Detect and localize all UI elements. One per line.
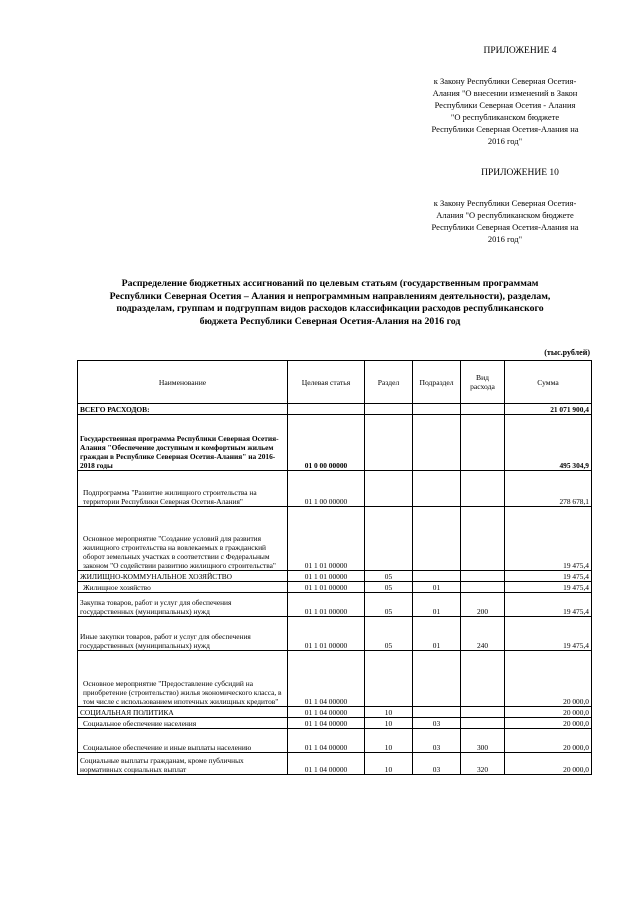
title-line: Республики Северная Осетия – Алания и непрограммным направлениям деятельности), разделам,	[109, 290, 551, 302]
cell-article	[288, 404, 365, 415]
table-row	[78, 729, 592, 753]
cell-article: 01 1 01 00000	[288, 617, 365, 651]
cell-name: Социальные выплаты гражданам, кроме публичных нормативных социальных выплат	[78, 753, 288, 775]
cell-subsection	[413, 471, 461, 507]
units-label: (тыс.рублей)	[544, 348, 590, 357]
cell-name: Основное мероприятие "Создание условий для развития жилищного строительства на вовлекаемых в гражданский оборот земельных участках в соответствии с Федеральным законом "О содействии развитию жилищного строительства"	[78, 507, 288, 571]
cell-subsection: 01	[413, 582, 461, 593]
cell-section	[365, 507, 413, 571]
cell-expense-type: 320	[461, 753, 505, 775]
table-row	[78, 753, 592, 775]
cell-section: 05	[365, 617, 413, 651]
title-line: Распределение бюджетных ассигнований по целевым статьям (государственным программам	[121, 278, 539, 289]
cell-name: ЖИЛИЩНО-КОММУНАЛЬНОЕ ХОЗЯЙСТВО	[78, 571, 288, 582]
cell-subsection: 03	[413, 718, 461, 729]
table-body	[78, 404, 592, 775]
cell-sum: 20 000,0	[505, 753, 592, 775]
cell-subsection: 03	[413, 753, 461, 775]
cell-sum: 19 475,4	[505, 582, 592, 593]
cell-sum: 19 475,4	[505, 571, 592, 582]
cell-expense-type: 200	[461, 593, 505, 617]
title-line: бюджета Республики Северная Осетия-Алания на 2016 год	[199, 315, 461, 327]
cell-section	[365, 404, 413, 415]
appendix-4-line: 2016 год"	[487, 136, 523, 146]
cell-article: 01 1 01 00000	[288, 582, 365, 593]
cell-subsection	[413, 507, 461, 571]
title-line: подразделам, группам и подгруппам видов расходов классификации расходов республиканского	[116, 303, 544, 314]
cell-name: Закупка товаров, работ и услуг для обеспечения государственных (муниципальных) нужд	[78, 593, 288, 617]
cell-sum: 19 475,4	[505, 593, 592, 617]
cell-subsection: 03	[413, 729, 461, 753]
column-header-expense-type: Вид расхода	[461, 361, 505, 404]
column-header-name: Наименование	[78, 361, 288, 404]
column-header-article: Целевая статья	[288, 361, 365, 404]
cell-article: 01 1 04 00000	[288, 729, 365, 753]
cell-expense-type	[461, 404, 505, 415]
cell-sum: 20 000,0	[505, 707, 592, 718]
appendix-4-reference	[410, 75, 600, 147]
cell-section: 10	[365, 729, 413, 753]
column-header-subsection: Подраздел	[413, 361, 461, 404]
cell-section	[365, 471, 413, 507]
cell-subsection: 01	[413, 593, 461, 617]
cell-section: 10	[365, 707, 413, 718]
table-row	[78, 507, 592, 571]
appendix-4-line: Республики Северная Осетия-Алания на	[431, 124, 579, 134]
cell-name: ВСЕГО РАСХОДОВ:	[78, 404, 288, 415]
cell-article: 01 1 01 00000	[288, 507, 365, 571]
cell-expense-type	[461, 471, 505, 507]
cell-expense-type	[461, 571, 505, 582]
table-row	[78, 707, 592, 718]
appendix-10-line: к Закону Республики Северная Осетия-	[433, 198, 577, 208]
table-header-row	[78, 361, 592, 404]
appendix-4-heading: ПРИЛОЖЕНИЕ 4	[483, 46, 557, 56]
cell-sum: 20 000,0	[505, 718, 592, 729]
cell-name: СОЦИАЛЬНАЯ ПОЛИТИКА	[78, 707, 288, 718]
cell-article: 01 1 04 00000	[288, 718, 365, 729]
appendix-4-line: Алания "О внесении изменений в Закон	[432, 88, 578, 98]
cell-article: 01 0 00 00000	[288, 415, 365, 471]
cell-subsection	[413, 707, 461, 718]
table-row	[78, 582, 592, 593]
cell-article: 01 1 00 00000	[288, 471, 365, 507]
table-row	[78, 593, 592, 617]
cell-expense-type: 240	[461, 617, 505, 651]
cell-article: 01 1 04 00000	[288, 753, 365, 775]
cell-sum: 495 304,9	[505, 415, 592, 471]
appendix-4-line: "О республиканском бюджете	[450, 112, 560, 122]
cell-subsection	[413, 571, 461, 582]
cell-expense-type	[461, 507, 505, 571]
cell-article: 01 1 04 00000	[288, 707, 365, 718]
document-title	[80, 278, 580, 328]
column-header-section: Раздел	[365, 361, 413, 404]
cell-expense-type	[461, 651, 505, 707]
cell-sum: 19 475,4	[505, 617, 592, 651]
cell-name: Социальное обеспечение населения	[78, 718, 288, 729]
table-row	[78, 651, 592, 707]
appendix-10-heading: ПРИЛОЖЕНИЕ 10	[481, 168, 559, 178]
cell-expense-type: 300	[461, 729, 505, 753]
appendix-4-line: Республики Северная Осетия - Алания	[434, 100, 576, 110]
budget-table	[77, 360, 592, 775]
cell-expense-type	[461, 718, 505, 729]
table-row	[78, 404, 592, 415]
cell-article: 01 1 04 00000	[288, 651, 365, 707]
cell-name: Основное мероприятие "Предоставление субсидий на приобретение (строительство) жилья экономического класса, в том числе с использованием ипотечных жилищных кредитов"	[78, 651, 288, 707]
cell-name: Государственная программа Республики Северная Осетия-Алания "Обеспечение доступным и комфортным жильем граждан в Республике Северная Осетия-Алания" на 2016-2018 годы	[78, 415, 288, 471]
cell-section: 10	[365, 718, 413, 729]
table-row	[78, 471, 592, 507]
cell-expense-type	[461, 415, 505, 471]
table-row	[78, 718, 592, 729]
cell-section	[365, 651, 413, 707]
cell-subsection	[413, 404, 461, 415]
cell-section: 10	[365, 753, 413, 775]
cell-subsection	[413, 415, 461, 471]
cell-expense-type	[461, 707, 505, 718]
cell-name: Иные закупки товаров, работ и услуг для обеспечения государственных (муниципальных) нужд	[78, 617, 288, 651]
cell-expense-type	[461, 582, 505, 593]
appendix-10-line: 2016 год"	[487, 234, 523, 244]
cell-article: 01 1 01 00000	[288, 571, 365, 582]
cell-sum: 21 071 900,4	[505, 404, 592, 415]
cell-sum: 278 678,1	[505, 471, 592, 507]
cell-subsection: 01	[413, 617, 461, 651]
cell-name: Социальное обеспечение и иные выплаты населению	[78, 729, 288, 753]
table-row	[78, 617, 592, 651]
column-header-sum: Сумма	[505, 361, 592, 404]
table-row	[78, 571, 592, 582]
cell-sum: 20 000,0	[505, 651, 592, 707]
appendix-10-line: Республики Северная Осетия-Алания на	[431, 222, 579, 232]
cell-section: 05	[365, 593, 413, 617]
cell-section: 05	[365, 571, 413, 582]
appendix-10-reference	[410, 197, 600, 245]
table-row	[78, 415, 592, 471]
cell-sum: 19 475,4	[505, 507, 592, 571]
appendix-10-line: Алания "О республиканском бюджете	[436, 210, 574, 220]
cell-section: 05	[365, 582, 413, 593]
cell-name: Подпрограмма "Развитие жилищного строительства на территории Республики Северная Осетия-Алания"	[78, 471, 288, 507]
cell-sum: 20 000,0	[505, 729, 592, 753]
appendix-4-line: к Закону Республики Северная Осетия-	[433, 76, 577, 86]
cell-section	[365, 415, 413, 471]
cell-name: Жилищное хозяйство	[78, 582, 288, 593]
cell-article: 01 1 01 00000	[288, 593, 365, 617]
cell-subsection	[413, 651, 461, 707]
